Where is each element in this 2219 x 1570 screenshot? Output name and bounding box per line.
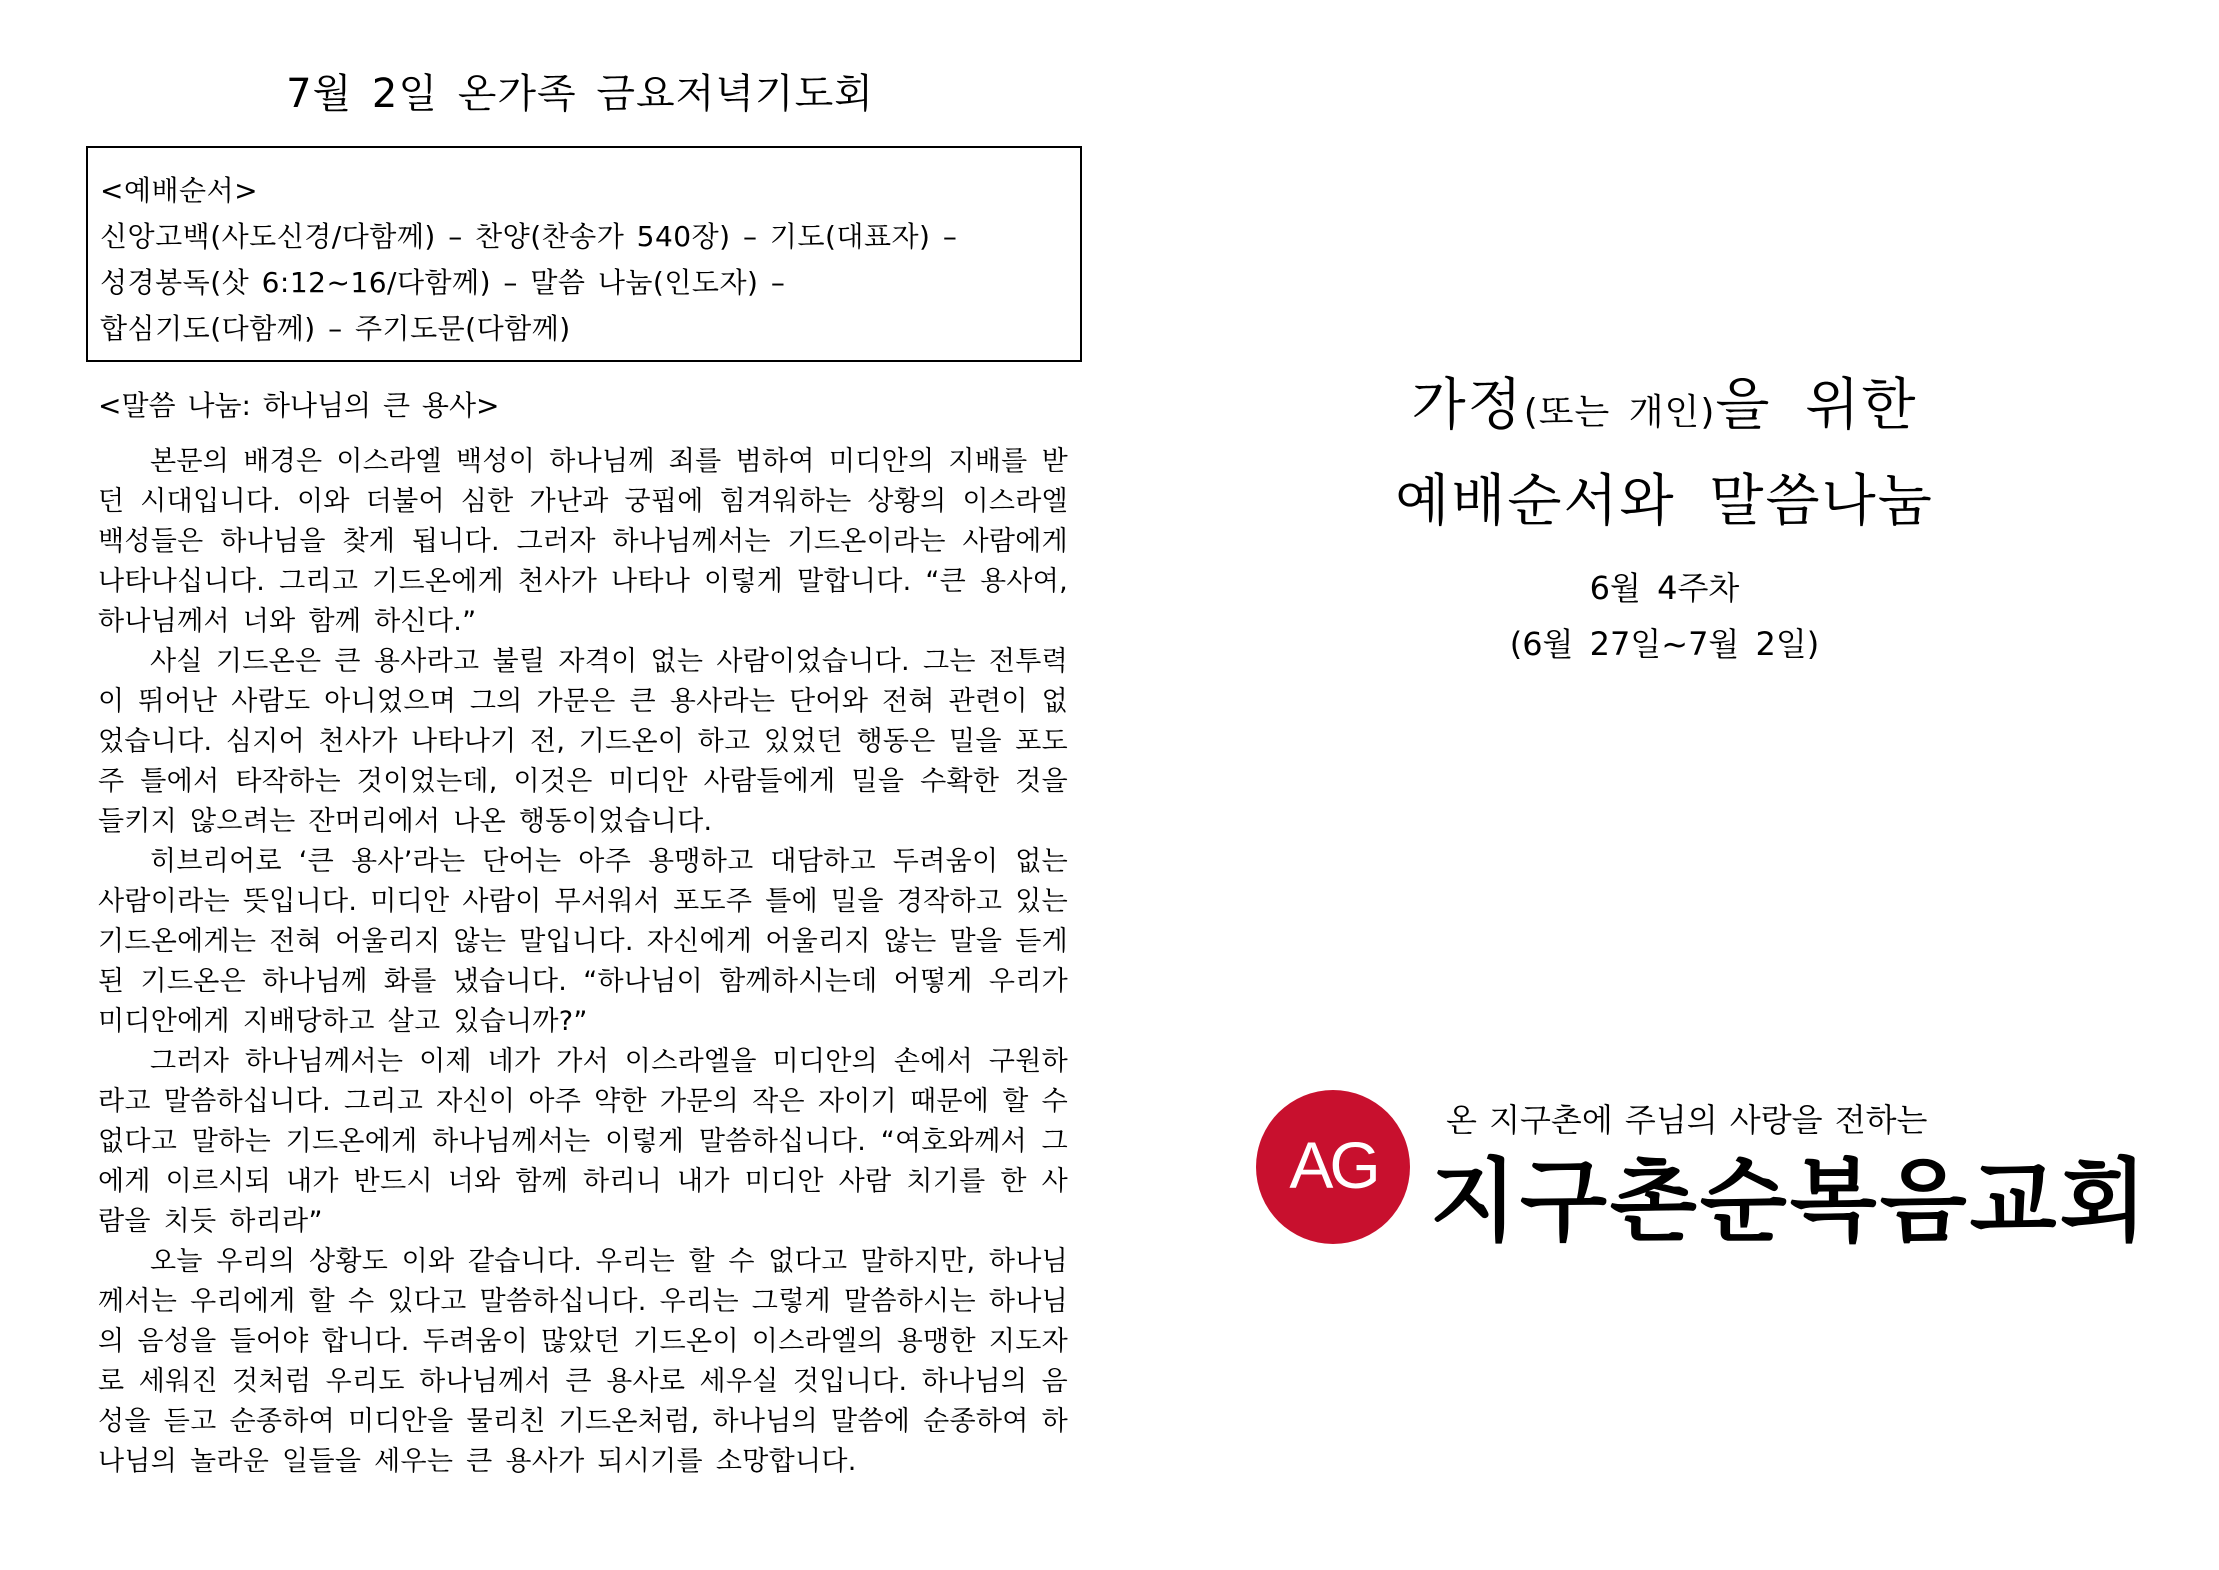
worship-order-box	[86, 146, 1082, 362]
sermon-body	[98, 442, 1068, 1482]
sermon-paragraph: 히브리어로 ‘큰 용사’라는 단어는 아주 용맹하고 대담하고 두려움이 없는 사람이라는 뜻입니다. 미디안 사람이 무서워서 포도주 틀에 밀을 경작하고 있는 기드온에게는 전혀 어울리지 않는 말입니다. 자신에게 어울리지 않는 말을 듣게 된 기드온은 하나님께 화를 냈습니다. “하나님이 함께하시는데 어떻게 우리가 미디안에게 지배당하고 살고 있습니까?”	[98, 846, 1068, 1037]
sermon-paragraph: 사실 기드온은 큰 용사라고 불릴 자격이 없는 사람이었습니다. 그는 전투력이 뛰어난 사람도 아니었으며 그의 가문은 큰 용사라는 단어와 전혀 관련이 없었습니다. 심지어 천사가 나타나기 전, 기드온이 하고 있었던 행동은 밀을 포도주 틀에서 타작하는 것이었는데, 이것은 미디안 사람들에게 밀을 수확한 것을 들키지 않으려는 잔머리에서 나온 행동이었습니다.	[98, 646, 1068, 837]
cover-title-line2: 예배순서와 말씀나눔	[1395, 469, 1934, 534]
church-logo-icon	[1256, 1090, 1410, 1244]
sermon-heading: <말씀 나눔: 하나님의 큰 용사>	[98, 389, 500, 422]
right-page	[1110, 0, 2219, 1570]
worship-order-line: 성경봉독(삿 6:12~16/다함께) – 말씀 나눔(인도자) –	[100, 266, 786, 299]
sermon-paragraph: 본문의 배경은 이스라엘 백성이 하나님께 죄를 범하여 미디안의 지배를 받던 시대입니다. 이와 더불어 심한 가난과 궁핍에 힘겨워하는 상황의 이스라엘 백성들은 하나님을 찾게 됩니다. 그러자 하나님께서는 기드온이라는 사람에게 나타나십니다. 그리고 기드온에게 천사가 나타나 이렇게 말합니다. “큰 용사여, 하나님께서 너와 함께 하신다.”	[98, 446, 1068, 637]
worship-order-heading: <예배순서>	[100, 174, 259, 207]
church-tagline: 온 지구촌에 주님의 사랑을 전하는	[1446, 1101, 1928, 1139]
sermon-paragraph: 그러자 하나님께서는 이제 네가 가서 이스라엘을 미디안의 손에서 구원하라고 말씀하십니다. 그리고 자신이 아주 약한 가문의 작은 자이기 때문에 할 수 없다고 말하는 기드온에게 하나님께서는 이렇게 말씀하십니다. “여호와께서 그에게 이르시되 내가 반드시 너와 함께 하리니 내가 미디안 사람 치기를 한 사람을 치듯 하리라”	[98, 1046, 1068, 1237]
cover-week: 6월 4주차	[1589, 569, 1740, 607]
cover-title-line1	[1110, 366, 2219, 453]
sermon-paragraph: 오늘 우리의 상황도 이와 같습니다. 우리는 할 수 없다고 말하지만, 하나님께서는 우리에게 할 수 있다고 말씀하십니다. 우리는 그렇게 말씀하시는 하나님의 음성을 들어야 합니다. 두려움이 많았던 기드온이 이스라엘의 용맹한 지도자로 세워진 것처럼 우리도 하나님께서 큰 용사로 세우실 것입니다. 하나님의 음성을 듣고 순종하여 미디안을 물리친 기드온처럼, 하나님의 말씀에 순종하여 하나님의 놀라운 일들을 세우는 큰 용사가 되시기를 소망합니다.	[98, 1246, 1068, 1477]
worship-order-line: 신앙고백(사도신경/다함께) – 찬양(찬송가 540장) – 기도(대표자) –	[100, 220, 958, 253]
church-name: 지구촌순복음교회	[1430, 1149, 2150, 1254]
page-title: 7월 2일 온가족 금요저녁기도회	[286, 71, 874, 117]
cover-title-paren: (또는 개인)	[1523, 392, 1716, 433]
svg-text:AG: AG	[1289, 1128, 1377, 1202]
cover-dates: (6월 27일~7월 2일)	[1509, 625, 1820, 663]
cover-title-main: 가정	[1411, 373, 1524, 438]
cover-title-tail: 을 위한	[1715, 373, 1918, 438]
worship-order-line: 합심기도(다함께) – 주기도문(다함께)	[100, 312, 571, 345]
